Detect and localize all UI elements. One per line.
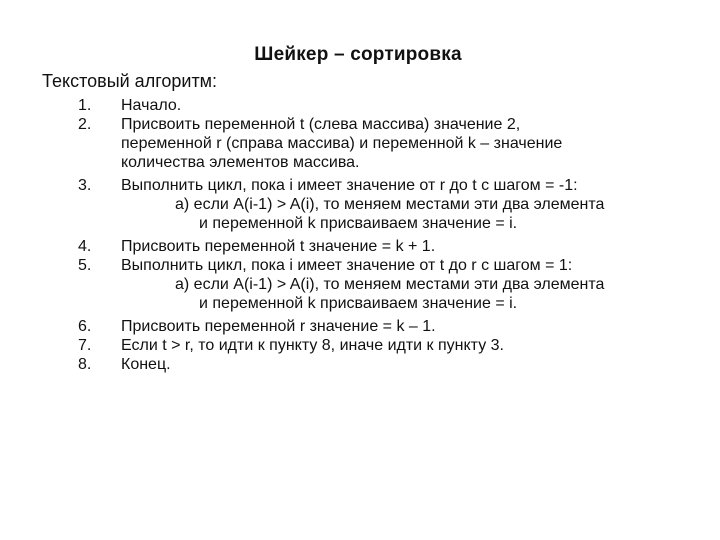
step-4 bbox=[0, 237, 720, 256]
step-3 bbox=[0, 176, 720, 233]
step-line: Присвоить переменной r значение = k – 1. bbox=[121, 318, 436, 335]
step-subline: и переменной k присваиваем значение = i. bbox=[199, 295, 518, 312]
step-line: Начало. bbox=[121, 97, 182, 114]
step-7 bbox=[0, 336, 720, 355]
step-number: 5. bbox=[78, 257, 92, 274]
step-1 bbox=[0, 96, 720, 115]
step-subline: а) если A(i-1) > A(i), то меняем местами эти два элемента bbox=[175, 196, 605, 213]
step-line: количества элементов массива. bbox=[121, 154, 360, 171]
slide-subtitle: Текстовый алгоритм: bbox=[42, 71, 218, 91]
step-text bbox=[121, 176, 681, 233]
step-line: Если t > r, то идти к пункту 8, иначе идти к пункту 3. bbox=[121, 337, 504, 354]
step-line: Выполнить цикл, пока i имеет значение от t до r с шагом = 1: bbox=[121, 257, 573, 274]
step-subline: и переменной k присваиваем значение = i. bbox=[199, 215, 518, 232]
slide-title-text: Шейкер – сортировка bbox=[254, 44, 462, 65]
step-2 bbox=[0, 115, 720, 172]
step-number: 3. bbox=[78, 177, 92, 194]
step-number: 7. bbox=[78, 337, 92, 354]
step-5 bbox=[0, 256, 720, 313]
step-line: Конец. bbox=[121, 356, 171, 373]
step-text bbox=[121, 355, 681, 374]
step-8 bbox=[0, 355, 720, 374]
step-number: 6. bbox=[78, 318, 92, 335]
step-line: Присвоить переменной t значение = k + 1. bbox=[121, 238, 436, 255]
step-text bbox=[121, 317, 681, 336]
step-text bbox=[121, 256, 681, 313]
step-line: Выполнить цикл, пока i имеет значение от r до t с шагом = -1: bbox=[121, 177, 578, 194]
algorithm-steps bbox=[0, 96, 720, 374]
step-number: 2. bbox=[78, 116, 92, 133]
step-line: переменной r (справа массива) и переменной k – значение bbox=[121, 135, 563, 152]
step-text bbox=[121, 96, 681, 115]
step-text bbox=[121, 336, 681, 355]
step-text bbox=[121, 115, 681, 172]
step-6 bbox=[0, 317, 720, 336]
step-number: 8. bbox=[78, 356, 92, 373]
step-subline: а) если A(i-1) > A(i), то меняем местами эти два элемента bbox=[175, 276, 605, 293]
step-line: Присвоить переменной t (слева массива) значение 2, bbox=[121, 116, 521, 133]
step-number: 4. bbox=[78, 238, 92, 255]
step-text bbox=[121, 237, 681, 256]
step-number: 1. bbox=[78, 97, 92, 114]
slide-title bbox=[0, 44, 720, 66]
